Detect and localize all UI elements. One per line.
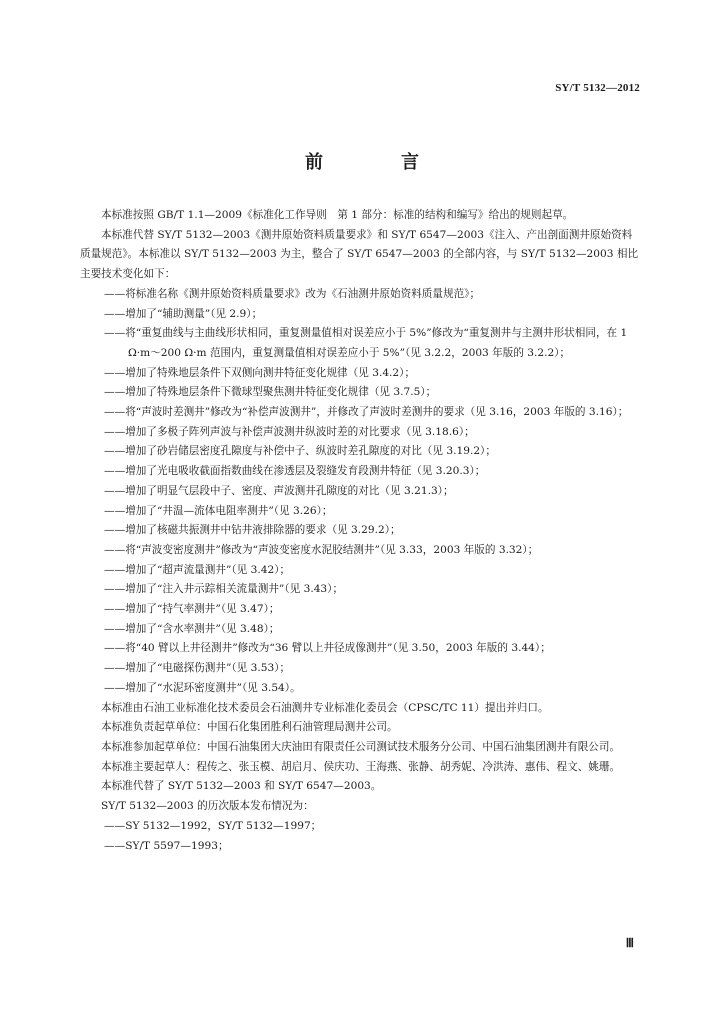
list-item: ——增加了特殊地层条件下微球型聚焦测井特征变化规律（见 3.7.5）；: [104, 386, 437, 399]
paragraph: 本标准负责起草单位：中国石化集团胜利石油管理局测井公司。: [101, 721, 398, 734]
list-item: ——增加了核磁共振测井中钻井液排除器的要求（见 3.29.2）；: [104, 524, 401, 537]
list-item: ——SY/T 5597—1993；: [104, 839, 229, 852]
paragraph: 本标准参加起草单位：中国石油集团大庆油田有限责任公司测试技术服务分公司、中国石油集团测井有限公司。: [101, 740, 621, 753]
page-title: 前 言: [305, 152, 449, 173]
list-item: ——增加了“电磁探伤测井”（见 3.53）；: [104, 662, 291, 675]
list-item: ——将“声波时差测井”修改为“补偿声波测井”，并修改了声波时差测井的要求（见 3.16，2003 年版的 3.16）；: [104, 406, 629, 419]
page-number: Ⅲ: [625, 936, 634, 950]
list-item: ——增加了“井温—流体电阻率测井”（见 3.26）；: [104, 504, 333, 517]
list-item: ——增加了“含水率测井”（见 3.48）；: [104, 622, 280, 635]
list-item: ——SY 5132—1992，SY/T 5132—1997；: [104, 819, 322, 832]
list-item: ——增加了“辅助测量”（见 2.9）；: [104, 307, 263, 320]
document-body: [80, 206, 642, 856]
list-item: ——增加了明显气层段中子、密度、声波测井孔隙度的对比（见 3.21.3）；: [104, 484, 454, 497]
paragraph: 本标准代替了 SY/T 5132—2003 和 SY/T 6547—2003。: [101, 780, 382, 793]
list-item: ——增加了“水泥环密度测井”（见 3.54）。: [104, 681, 301, 694]
list-item: ——将“40 臂以上井径测井”修改为“36 臂以上井径成像测井”（见 3.50，2003 年版的 3.44）；: [104, 642, 551, 655]
paragraph: 本标准按照 GB/T 1.1—2009《标准化工作导则 第 1 部分：标准的结构和编写》给出的规则起草。: [101, 209, 574, 221]
paragraph: SY/T 5132—2003 的历次版本发布情况为：: [101, 800, 314, 813]
list-item: ——增加了“持气率测井”（见 3.47）；: [104, 603, 280, 616]
list-item: ——增加了多极子阵列声波与补偿声波测井纵波时差的对比要求（见 3.18.6）；: [104, 425, 475, 438]
list-item: ——增加了“注入井示踪相关流量测井”（见 3.43）；: [104, 583, 344, 596]
paragraph: 本标准主要起草人：程传之、张玉模、胡启月、侯庆功、王海燕、张静、胡秀妮、冷洪涛、惠伟、程文、姚珊。: [101, 760, 621, 773]
list-item: ——增加了光电吸收截面指数曲线在渗透层及裂缝发育段测井特征（见 3.20.3）；: [104, 465, 486, 478]
list-item: ——将“重复曲线与主曲线形状相同，重复测量值相对误差应小于 5%”修改为“重复测井与主测井形状相同，在 1 Ω·m～200 Ω·m 范围内，重复测量值相对误差应小于 5%”（见 3.2.2，2003 年版的 3.2.2）；: [104, 327, 628, 359]
list-item: ——将标准名称《测井原始资料质量要求》改为《石油测井原始资料质量规范》；: [104, 287, 481, 300]
list-item: ——增加了砂岩储层密度孔隙度与补偿中子、纵波时差孔隙度的对比（见 3.19.2）；: [104, 445, 496, 458]
paragraph: 本标准代替 SY/T 5132—2003《测井原始资料质量要求》和 SY/T 6547—2003《注入、产出剖面测井原始资料质量规范》。本标准以 SY/T 5132—2003 为主，整合了 SY/T 6547—2003 的全部内容，与 SY/T 5132—2003 相比主要技术变化如下：: [80, 228, 639, 281]
list-item: ——将“声波变密度测井”修改为“声波变密度水泥胶结测井”（见 3.33，2003 年版的 3.32）；: [104, 543, 539, 556]
list-item: ——增加了特殊地层条件下双侧向测井特征变化规律（见 3.4.2）；: [104, 366, 416, 379]
paragraph: 本标准由石油工业标准化技术委员会石油测井专业标准化委员会（CPSC/TC 11）提出并归口。: [101, 701, 549, 714]
list-item: ——增加了“超声流量测井”（见 3.42）；: [104, 563, 291, 576]
standard-code: SY/T 5132—2012: [555, 82, 640, 94]
